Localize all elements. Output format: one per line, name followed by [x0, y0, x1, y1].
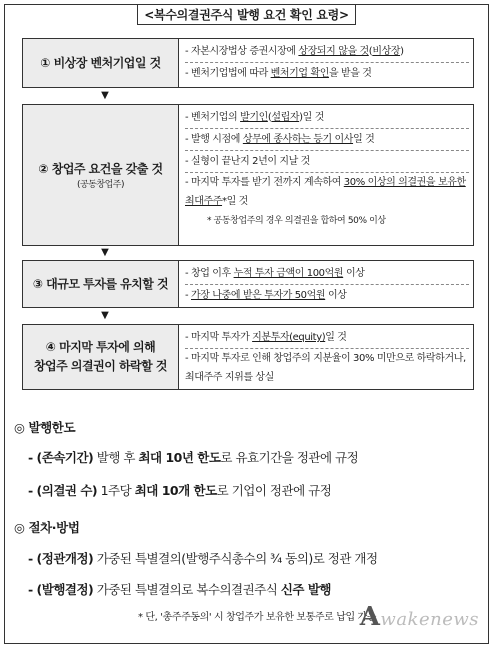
- votes-text-post: 로 기업이 정관에 규정: [216, 483, 332, 498]
- requirement-3-item-2: - 가장 나중에 받은 투자가 50억원 이상: [185, 284, 469, 306]
- requirement-2-title: ② 창업주 요건을 갖출 것: [38, 161, 163, 176]
- issuance-limit-line-2: [28, 481, 331, 499]
- requirement-1-label: [23, 39, 179, 87]
- requirement-4-item-2: - 마지막 투자로 인해 창업주의 지분율이 30% 미만으로 하락하거나, 최대주주 지위를 상실: [185, 348, 469, 387]
- watermark: [360, 602, 479, 632]
- requirement-2-item-1: - 벤처기업의 발기인(설립자)일 것: [185, 112, 324, 123]
- requirement-3-item-1: - 창업 이후 누적 투자 금액이 100억원 이상: [185, 268, 365, 279]
- arrow-2: ▼: [101, 247, 109, 258]
- requirement-3: [22, 260, 474, 308]
- issuance-decision-bold: 신주 발행: [280, 582, 331, 597]
- issuance-decision-label: - (발행결정): [28, 582, 94, 597]
- requirement-4-items: [179, 325, 473, 389]
- requirement-3-label: [23, 261, 179, 307]
- watermark-text: wakenews: [380, 609, 479, 630]
- title-wrap: [0, 4, 493, 25]
- amendment-text: 가중된 특별결의(발행주식총수의 ¾ 동의)로 정관 개정: [93, 551, 378, 566]
- requirement-4-label: [23, 325, 179, 389]
- document-title: <복수의결권주식 발행 요건 확인 요령>: [137, 4, 355, 25]
- requirement-4-title-line1: ④ 마지막 투자에 의해: [45, 340, 156, 354]
- watermark-logo: A: [359, 602, 381, 632]
- amendment-label: - (정관개정): [28, 551, 94, 566]
- requirement-1-item-1: - 자본시장법상 증권시장에 상장되지 않을 것(비상장): [185, 46, 404, 57]
- issuance-decision-text: 가중된 특별결의로 복수의결권주식: [93, 582, 281, 597]
- issuance-limit-heading: ◎ 발행한도: [14, 420, 76, 435]
- duration-text-post: 로 유효기간을 정관에 규정: [220, 450, 359, 465]
- requirement-1: [22, 38, 474, 88]
- requirement-2-note: * 공동창업주의 경우 의결권을 합하여 50% 이상: [207, 216, 386, 226]
- issuance-limit-line-1: [28, 448, 358, 466]
- duration-label: - (존속기간): [28, 450, 94, 465]
- requirement-3-title: ③ 대규모 투자를 유치할 것: [32, 276, 169, 291]
- requirement-1-title: ① 비상장 벤처기업일 것: [40, 55, 161, 70]
- requirement-1-items: [179, 39, 473, 87]
- votes-text-bold: 최대 10개 한도: [134, 483, 217, 498]
- requirement-4-item-1: - 마지막 투자가 지분투자(equity)일 것: [185, 332, 347, 343]
- procedure-line-2: [28, 580, 331, 598]
- duration-text-bold: 최대 10년 한도: [138, 450, 221, 465]
- requirement-2-items: [179, 105, 473, 245]
- requirement-4-title-line2: 창업주 의결권이 하락할 것: [33, 359, 168, 373]
- procedure-line-1: [28, 549, 378, 567]
- procedure-heading: ◎ 절차·방법: [14, 520, 80, 535]
- requirement-1-item-2: - 벤처기업법에 따라 벤처기업 확인을 받을 것: [185, 62, 469, 84]
- requirement-2-label: [23, 105, 179, 245]
- votes-label: - (의결권 수): [28, 483, 98, 498]
- requirement-2-item-4: - 마지막 투자를 받기 전까지 계속하여 30% 이상의 의결권을 보유한 최대주주*일 것: [185, 172, 469, 211]
- duration-text-pre: 발행 후: [93, 450, 139, 465]
- requirement-2: [22, 104, 474, 246]
- requirement-2-item-2: - 발행 시점에 상무에 종사하는 등기 이사일 것: [185, 128, 469, 150]
- requirement-2-subtitle: (공동창업주): [77, 179, 124, 190]
- requirement-2-item-3: - 실형이 끝난지 2년이 지날 것: [185, 150, 469, 172]
- requirement-3-items: [179, 261, 473, 307]
- arrow-3: ▼: [101, 310, 109, 321]
- votes-text-pre: 1주당: [97, 483, 135, 498]
- requirement-4: [22, 324, 474, 390]
- procedure-footnote: * 단, '총주주동의' 시 창업주가 보유한 보통주로 납입 가능: [138, 612, 377, 623]
- arrow-1: ▼: [101, 90, 109, 101]
